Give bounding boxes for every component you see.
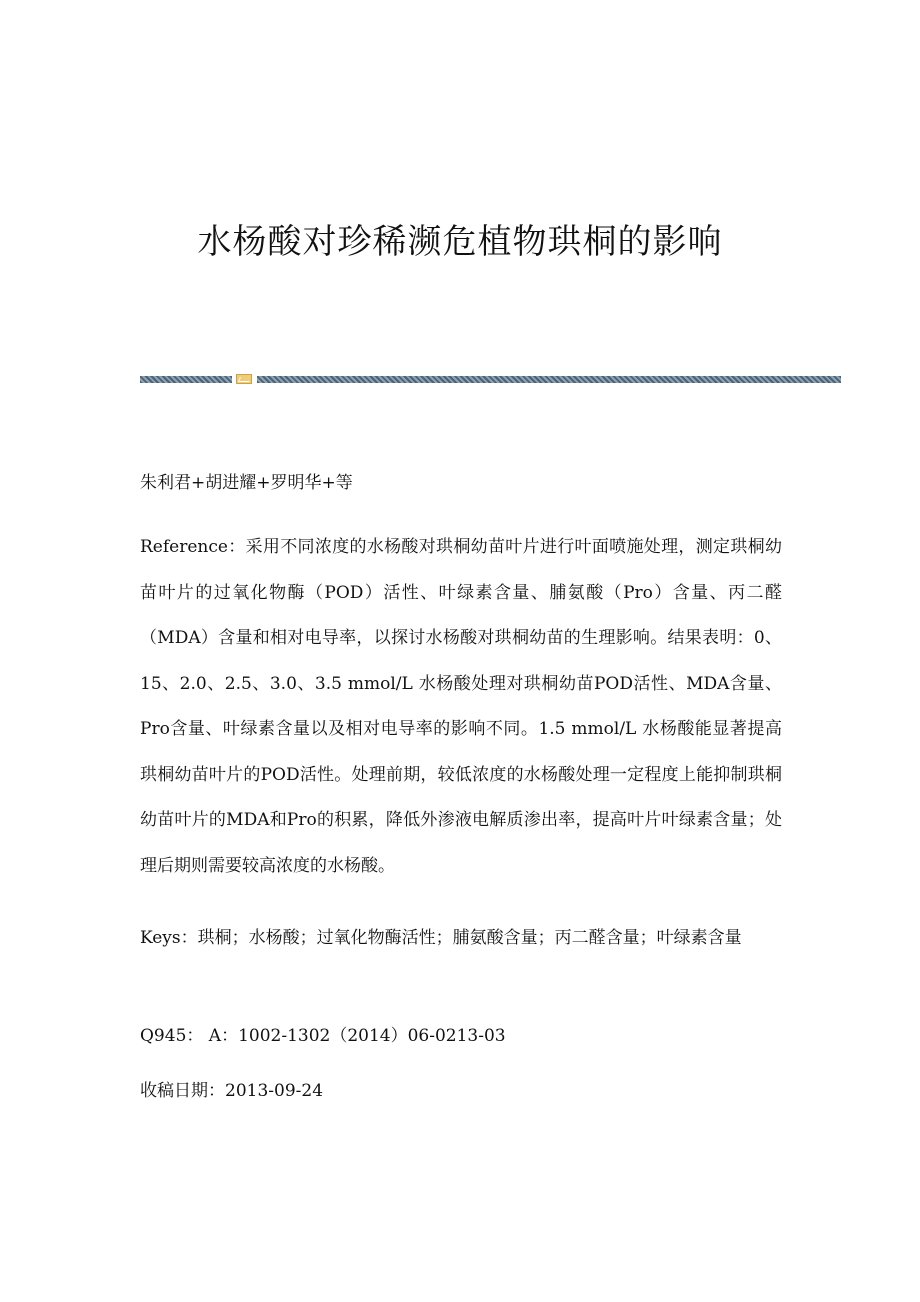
- keywords-paragraph: [140, 916, 782, 962]
- document-title: 水杨酸对珍稀濒危植物珙桐的影响: [197, 222, 723, 262]
- keywords-text: 珙桐；水杨酸；过氧化物酶活性；脯氨酸含量；丙二醛含量；叶绿素含量: [197, 928, 742, 948]
- abstract-label: Reference：: [140, 537, 246, 557]
- envelope-icon: [236, 374, 252, 384]
- divider-bar-left: [140, 376, 232, 383]
- divider-bar-right: [257, 376, 841, 383]
- authors-line: 朱利君+胡进耀+罗明华+等: [140, 473, 353, 493]
- abstract-text: 采用不同浓度的水杨酸对珙桐幼苗叶片进行叶面喷施处理，测定珙桐幼苗叶片的过氧化物酶（POD）活性、叶绿素含量、脯氨酸（Pro）含量、丙二醛（MDA）含量和相对电导率，以探讨水杨酸对珙桐幼苗的生理影响。结果表明：0、15、2.0、2.5、3.0、3.5 mmol/L 水杨酸处理对珙桐幼苗POD活性、MDA含量、Pro含量、叶绿素含量以及相对电导率的影响不同。1.5 mmol/L 水杨酸能显著提高珙桐幼苗叶片的POD活性。处理前期，较低浓度的水杨酸处理一定程度上能抑制珙桐幼苗叶片的MDA和Pro的积累，降低外渗液电解质渗出率，提高叶片叶绿素含量；处理后期则需要较高浓度的水杨酸。: [140, 537, 782, 876]
- abstract-paragraph: [140, 525, 782, 889]
- received-date: 收稿日期：2013-09-24: [140, 1081, 324, 1101]
- classification-line: Q945： A：1002-1302（2014）06-0213-03: [140, 1026, 506, 1046]
- title-divider: [140, 374, 841, 384]
- keywords-label: Keys：: [140, 928, 198, 948]
